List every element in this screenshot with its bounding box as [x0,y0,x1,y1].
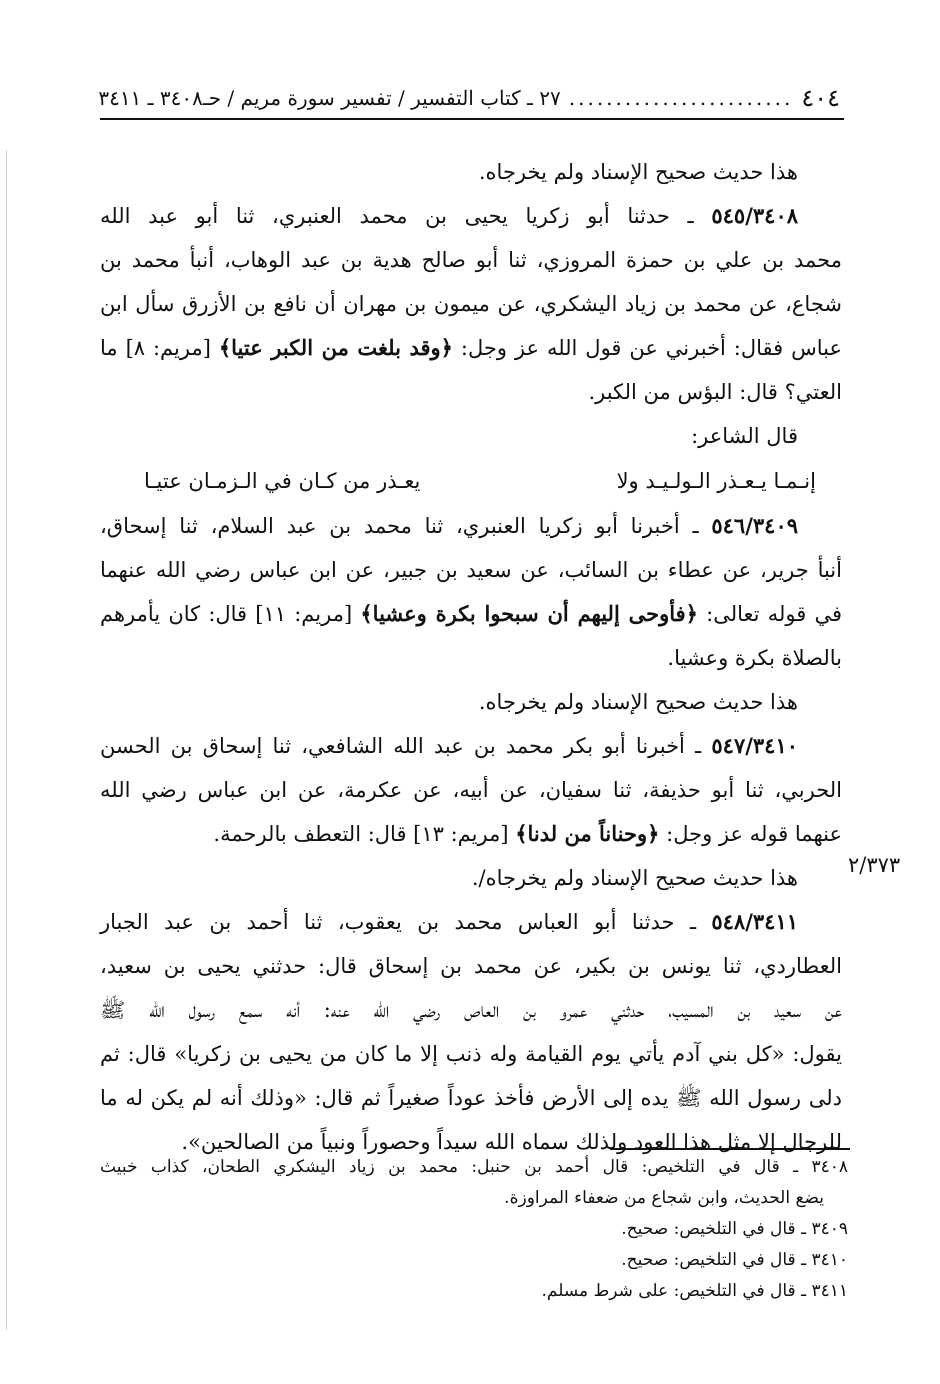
hadith-number: ٥٤٦/٣٤٠٩ [711,513,798,538]
text-line: بالصلاة بكرة وعشيا. [667,646,842,670]
quran-quote: ﴿وقد بلغت من الكبر عتيا﴾ [218,335,453,360]
hadith-number: ٥٤٧/٣٤١٠ [711,733,799,758]
text-line: دلى رسول الله ﷺ يده إلى الأرض فأخذ عوداً صغيراً ثم قال: «وذلك أنه لم يكن له ما [100,1086,842,1110]
text-line: هذا حديث صحيح الإسناد ولم يخرجاه. [478,160,798,184]
text-run: [مريم: ٨] ما [100,336,219,360]
hadith-number: ٥٤٥/٣٤٠٨ [711,203,798,228]
verse-hemistich-second: يعـذر من كـان في الـزمـان عتيـا [144,469,421,493]
header-rule [100,118,844,120]
text-line: العتي؟ قال: البؤس من الكبر. [588,380,842,404]
text-line: أنبأ جرير، عن عطاء بن السائب، عن سعيد بن جبير، عن ابن عباس رضي الله عنهما [100,558,842,582]
text-run: عباس فقال: أخبرني عن قول الله عز وجل: [452,336,843,360]
text-run: [مريم: ١٣] قال: التعطف بالرحمة. [213,822,516,846]
main-text [100,150,842,1164]
hadith-number: ٥٤٨/٣٤١١ [711,909,798,934]
footnote-3411: ٣٤١١ ـ قال في التلخيص: على شرط مسلم. [541,1281,848,1301]
footnote-3410: ٣٤١٠ ـ قال في التلخيص: صحيح. [621,1250,848,1270]
text-line: للرجال إلا مثل هذا العود ولذلك سماه الله سيداً وحصوراً ونبياً من الصالحين». [181,1130,842,1154]
hadith-line [100,724,842,768]
poetry-verse [100,458,842,504]
page-number: ٤٠٤ [801,84,840,112]
running-header [100,80,840,116]
hadith-line [100,900,842,944]
text-line: شجاع، عن محمد بن زياد اليشكري، عن ميمون بن مهران أن نافع بن الأزرق سأل ابن [100,292,842,316]
footnote-rule [610,1148,850,1150]
text-run: ـ أخبرنا أبو زكريا العنبري، ثنا محمد بن عبد السلام، ثنا إسحاق، [100,514,712,538]
text-line: عن سعيد بن المسيب، حدثني عمرو بن العاص رضي الله عنه: أنه سمع رسول الله ﷺ [100,998,842,1022]
scan-edge-line [6,150,7,1330]
text-run: عنهما قوله عز وجل: [659,822,842,846]
header-title: ٢٧ ـ كتاب التفسير / تفسير سورة مريم / حـ٣٤٠٨ ـ ٣٤١١ [98,86,561,110]
header-dots: ........................ [568,86,794,110]
text-line: يقول: «كل بني آدم يأتي يوم القيامة وله ذنب إلا ما كان من يحيى بن زكريا» قال: ثم [100,1042,842,1066]
quran-quote: ﴿فأوحى إليهم أن سبحوا بكرة وعشيا﴾ [360,601,698,626]
quran-quote: ﴿وحناناً من لدنا﴾ [515,821,660,846]
footnote-3409: ٣٤٠٩ ـ قال في التلخيص: صحيح. [621,1219,848,1239]
footnote-3408: ٣٤٠٨ ـ قال في التلخيص: قال أحمد بن حنبل: محمد بن زياد اليشكري الطحان، كذاب خبيث [100,1157,848,1177]
text-line: الحربي، ثنا أبو حذيفة، ثنا سفيان، عن أبيه، عن عكرمة، عن ابن عباس رضي الله [100,778,842,802]
text-line: هذا حديث صحيح الإسناد ولم يخرجاه. [478,690,798,714]
text-line: هذا حديث صحيح الإسناد ولم يخرجاه/. [471,866,798,890]
text-line [100,592,842,636]
text-line: محمد بن علي بن حمزة المروزي، ثنا أبو صالح هدية بن عبد الوهاب، أنبأ محمد بن [100,248,842,272]
text-line [100,326,842,370]
text-run: في قوله تعالى: [697,602,842,626]
text-run: ـ أخبرنا أبو بكر محمد بن عبد الله الشافعي، ثنا إسحاق بن الحسن [100,734,712,758]
text-line: قال الشاعر: [691,424,798,448]
margin-reference: ٢/٣٧٣ [848,853,901,877]
footnote-3408-continued: يضع الحديث، وابن شجاع من ضعفاء المراوزة. [504,1188,824,1208]
footnotes [100,1152,848,1307]
text-run: ـ حدثنا أبو زكريا يحيى بن محمد العنبري، ثنا أبو عبد الله [100,204,712,228]
text-line: العطاردي، ثنا يونس بن بكير، عن محمد بن إسحاق قال: حدثني يحيى بن سعيد، [100,954,842,978]
verse-hemistich-first: إنـمـا يـعـذر الـولـيـد ولا [616,469,816,493]
text-run: [مريم: ١١] قال: كان يأمرهم [100,602,361,626]
hadith-line [100,504,842,548]
text-line [100,812,842,856]
hadith-line [100,194,842,238]
text-run: ـ حدثنا أبو العباس محمد بن يعقوب، ثنا أحمد بن عبد الجبار [100,910,712,934]
